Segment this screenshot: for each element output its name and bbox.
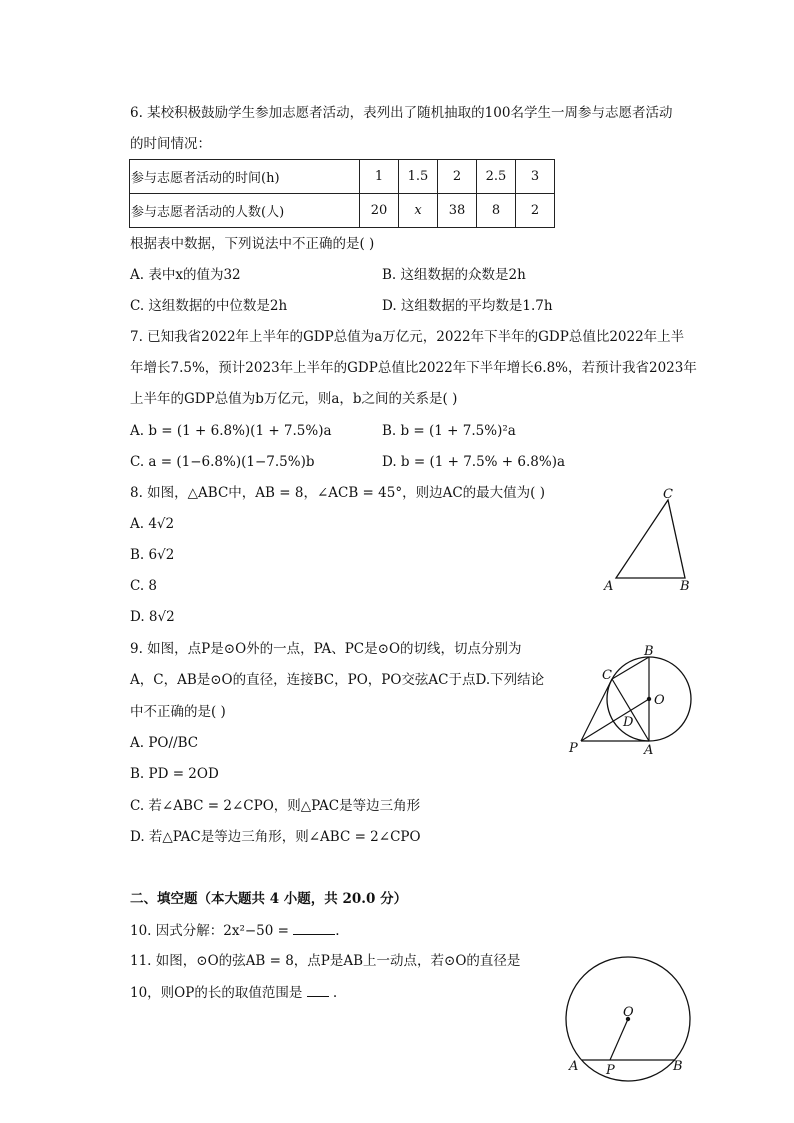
table-cell: 38 bbox=[438, 194, 477, 228]
q9-option-b: B. PD = 2OD bbox=[130, 766, 219, 782]
q6-option-b: B. 这组数据的众数是2h bbox=[382, 267, 526, 283]
figure-label-b: B bbox=[680, 579, 690, 594]
q9-line2: A，C，AB是⊙O的直径，连接BC，PO，PO交弦AC于点D.下列结论 bbox=[130, 672, 545, 688]
table-cell: 3 bbox=[516, 160, 555, 194]
table-cell: x bbox=[399, 194, 438, 228]
table-row bbox=[130, 160, 555, 194]
table-cell: 1.5 bbox=[399, 160, 438, 194]
q8-line1: 8. 如图，△ABC中，AB = 8，∠ACB = 45°，则边AC的最大值为( ) bbox=[130, 485, 545, 501]
table-cell: 2 bbox=[516, 194, 555, 228]
figure-label-o: O bbox=[623, 1005, 634, 1020]
q9-circle-tangent-figure bbox=[565, 642, 705, 762]
q8-triangle-figure bbox=[600, 485, 700, 595]
q9-option-d: D. 若△PAC是等边三角形，则∠ABC = 2∠CPO bbox=[130, 829, 421, 845]
q8-option-a: A. 4√2 bbox=[130, 516, 175, 532]
table-cell: 2.5 bbox=[477, 160, 516, 194]
q6-option-c: C. 这组数据的中位数是2h bbox=[130, 298, 288, 314]
q6-option-a: A. 表中x的值为32 bbox=[130, 267, 241, 283]
q6-option-d: D. 这组数据的平均数是1.7h bbox=[382, 298, 553, 314]
q10-text: 10. 因式分解：2x²−50 = bbox=[130, 923, 294, 939]
q11-text: 10，则OP的长的取值范围是 bbox=[130, 985, 307, 1001]
table-cell: 20 bbox=[360, 194, 399, 228]
q8-option-c: C. 8 bbox=[130, 578, 158, 594]
table-header-cell: 参与志愿者活动的人数(人) bbox=[130, 194, 360, 228]
figure-label-d: D bbox=[623, 715, 634, 730]
q10-line bbox=[130, 920, 340, 941]
table-cell: 8 bbox=[477, 194, 516, 228]
q7-option-b: B. b = (1 + 7.5%)²a bbox=[382, 423, 516, 439]
q11-suffix: . bbox=[328, 985, 338, 1001]
table-header-cell: 参与志愿者活动的时间(h) bbox=[130, 160, 360, 194]
q11-answer-blank[interactable] bbox=[307, 982, 329, 997]
q6-data-table bbox=[129, 159, 555, 228]
q11-circle-chord-figure bbox=[560, 955, 700, 1080]
q7-line2: 年增长7.5%，预计2023年上半年的GDP总值比2022年下半年增长6.8%，若预计我省2023年 bbox=[130, 360, 697, 376]
q6-stem: 根据表中数据，下列说法中不正确的是( ) bbox=[130, 236, 375, 252]
q10-answer-blank[interactable] bbox=[293, 920, 335, 935]
q7-option-c: C. a = (1−6.8%)(1−7.5%)b bbox=[130, 454, 315, 470]
q7-line3: 上半年的GDP总值为b万亿元，则a，b之间的关系是( ) bbox=[130, 391, 458, 407]
figure-label-a: A bbox=[644, 743, 654, 758]
figure-label-b: B bbox=[673, 1059, 683, 1074]
q9-option-c: C. 若∠ABC = 2∠CPO，则△PAC是等边三角形 bbox=[130, 798, 421, 814]
q7-option-a: A. b = (1 + 6.8%)(1 + 7.5%)a bbox=[130, 423, 332, 439]
figure-label-c: C bbox=[663, 487, 673, 502]
table-cell: 1 bbox=[360, 160, 399, 194]
q9-line3: 中不正确的是( ) bbox=[130, 704, 226, 720]
q8-option-d: D. 8√2 bbox=[130, 609, 175, 625]
table-cell: 2 bbox=[438, 160, 477, 194]
figure-label-a: A bbox=[604, 579, 614, 594]
figure-label-o: O bbox=[654, 693, 665, 708]
figure-label-c: C bbox=[602, 668, 612, 683]
q6-line1: 6. 某校积极鼓励学生参加志愿者活动，表列出了随机抽取的100名学生一周参与志愿者活动 bbox=[130, 105, 673, 121]
q11-line2 bbox=[130, 982, 337, 1003]
table-row bbox=[130, 194, 555, 228]
q9-line1: 9. 如图，点P是⊙O外的一点，PA、PC是⊙O的切线，切点分别为 bbox=[130, 641, 522, 657]
figure-label-b: B bbox=[644, 644, 654, 659]
q10-suffix: . bbox=[335, 923, 340, 939]
q9-option-a: A. PO//BC bbox=[130, 735, 199, 751]
figure-label-a: A bbox=[569, 1059, 579, 1074]
q7-line1: 7. 已知我省2022年上半年的GDP总值为a万亿元，2022年下半年的GDP总值比2022年上半 bbox=[130, 329, 685, 345]
q11-line1: 11. 如图，⊙O的弦AB = 8，点P是AB上一动点，若⊙O的直径是 bbox=[130, 953, 521, 969]
figure-label-p: P bbox=[569, 741, 578, 756]
q7-option-d: D. b = (1 + 7.5% + 6.8%)a bbox=[382, 454, 566, 470]
section-2-title: 二、填空题（本大题共 4 小题，共 20.0 分） bbox=[130, 891, 408, 907]
q8-option-b: B. 6√2 bbox=[130, 547, 175, 563]
figure-label-p: P bbox=[606, 1063, 615, 1078]
q6-line2: 的时间情况： bbox=[130, 136, 211, 152]
